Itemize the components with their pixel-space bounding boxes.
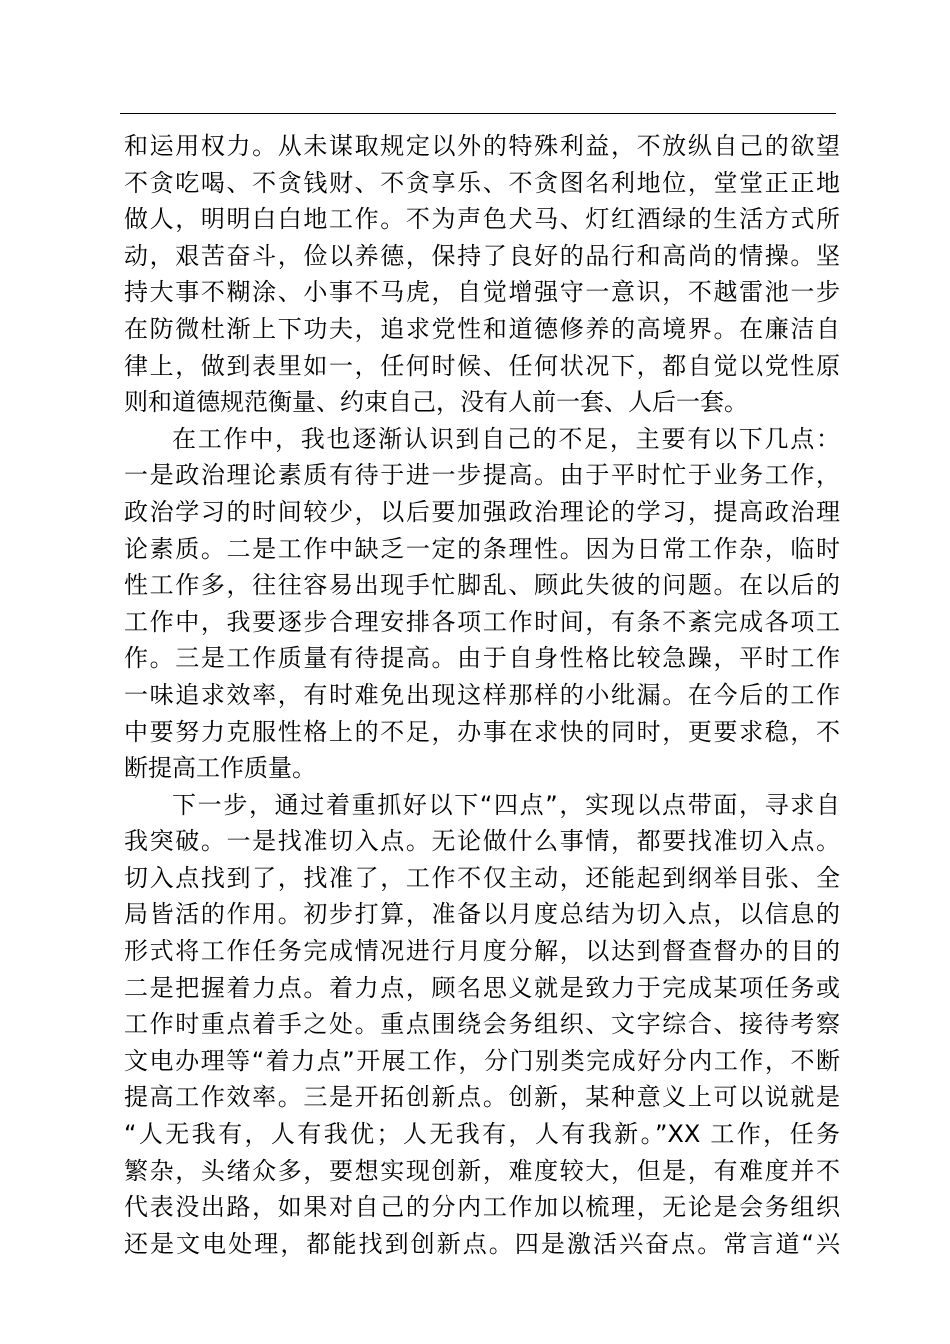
text-line: “人无我有，人有我优；人无我有，人有我新。”XX 工作，任务: [124, 1120, 840, 1149]
text-line: 繁杂，头绪众多，要想实现创新，难度较大，但是，有难度并不: [124, 1156, 840, 1185]
text-line: 做人，明明白白地工作。不为声色犬马、灯红酒绿的生活方式所: [124, 205, 840, 234]
text-line: 在防微杜渐上下功夫，追求党性和道德修养的高境界。在廉洁自: [124, 314, 840, 343]
text-line: 工作时重点着手之处。重点围绕会务组织、文字综合、接待考察: [124, 1010, 840, 1039]
text-line: 还是文电处理，都能找到创新点。四是激活兴奋点。常言道“兴: [124, 1229, 840, 1258]
text-line: 文电办理等“着力点”开展工作，分门别类完成好分内工作，不断: [124, 1046, 840, 1075]
text-line: 持大事不糊涂、小事不马虎，自觉增强守一意识，不越雷池一步: [124, 278, 840, 307]
text-line: 形式将工作任务完成情况进行月度分解，以达到督查督办的目的: [124, 937, 840, 966]
text-line: 一味追求效率，有时难免出现这样那样的小纰漏。在今后的工作: [124, 680, 840, 709]
paragraph-start-line: 在工作中，我也逐渐认识到自己的不足，主要有以下几点：: [172, 424, 840, 453]
text-line: 二是把握着力点。着力点，顾名思义就是致力于完成某项任务或: [124, 973, 840, 1002]
text-line: 局皆活的作用。初步打算，准备以月度总结为切入点，以信息的: [124, 900, 840, 929]
text-line: 一是政治理论素质有待于进一步提高。由于平时忙于业务工作，: [124, 461, 840, 490]
text-line: 动，艰苦奋斗，俭以养德，保持了良好的品行和高尚的情操。坚: [124, 241, 840, 270]
text-line: 工作中，我要逐步合理安排各项工作时间，有条不紊完成各项工: [124, 607, 840, 636]
text-line: 作。三是工作质量有待提高。由于自身性格比较急躁，平时工作: [124, 644, 840, 673]
text-line: 和运用权力。从未谋取规定以外的特殊利益，不放纵自己的欲望: [124, 132, 840, 160]
text-line: 政治学习的时间较少，以后要加强政治理论的学习，提高政治理: [124, 497, 840, 526]
paragraph-start-line: 下一步，通过着重抓好以下“四点”，实现以点带面，寻求自: [172, 790, 840, 819]
text-line: 中要努力克服性格上的不足，办事在求快的同时，更要求稳，不: [124, 717, 840, 746]
text-line: 论素质。二是工作中缺乏一定的条理性。因为日常工作杂，临时: [124, 534, 840, 563]
text-line: 我突破。一是找准切入点。无论做什么事情，都要找准切入点。: [124, 827, 840, 856]
body-text: [124, 128, 840, 1262]
text-line: 性工作多，往往容易出现手忙脚乱、顾此失彼的问题。在以后的: [124, 571, 840, 600]
text-line: 断提高工作质量。: [124, 754, 316, 783]
text-line: 切入点找到了，找准了，工作不仅主动，还能起到纲举目张、全: [124, 863, 840, 892]
text-line: 代表没出路，如果对自己的分内工作加以梳理，无论是会务组织: [124, 1193, 840, 1222]
text-line: 不贪吃喝、不贪钱财、不贪享乐、不贪图名利地位，堂堂正正地: [124, 168, 840, 197]
header-rule: [120, 113, 836, 114]
text-line: 提高工作效率。三是开拓创新点。创新，某种意义上可以说就是: [124, 1083, 840, 1112]
text-line: 律上，做到表里如一，任何时候、任何状况下，都自觉以党性原: [124, 351, 840, 380]
text-line: 则和道德规范衡量、约束自己，没有人前一套、人后一套。: [124, 388, 748, 417]
